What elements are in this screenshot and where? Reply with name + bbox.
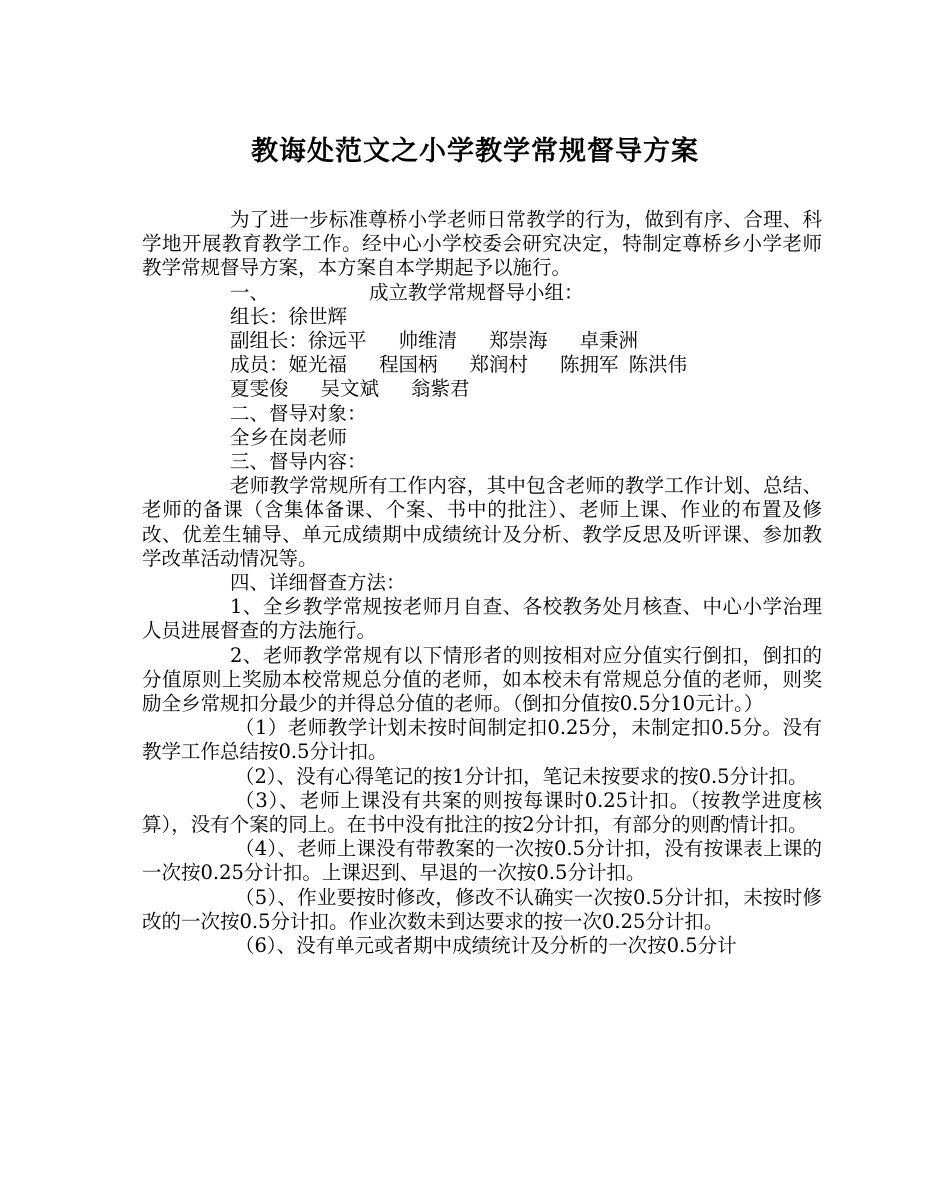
section-1-heading: [142, 281, 822, 305]
member-name-1: 成员：姬光福: [230, 353, 348, 377]
item-4-paragraph: （4）、老师上课没有带教案的一次按0.5分计扣，没有按课表上课的一次按0.25分计扣。上课迟到、早退的一次按0.5分计扣。: [142, 837, 822, 885]
members-line: [142, 353, 822, 377]
section-2-heading: 二、督导对象：: [230, 401, 367, 425]
deputy-name-1: 副组长：徐远平: [230, 329, 367, 353]
intro-paragraph: 为了进一步标准尊桥小学老师日常教学的行为，做到有序、合理、科学地开展教育教学工作。经中心小学校委会研究决定，特制定尊桥乡小学老师教学常规督导方案，本方案自本学期起予以施行。: [142, 208, 822, 280]
method-2-paragraph: 2、老师教学常规有以下情形者的则按相对应分值实行倒扣，倒扣的分值原则上奖励本校常规总分值的老师，如本校未有常规总分值的老师，则奖励全乡常规扣分最少的并得总分值的老师。（倒扣分值按0.5分10元计。）: [142, 643, 822, 716]
section-4-heading: 四、详细督查方法：: [230, 571, 406, 595]
document-body: [142, 208, 822, 958]
method-1-paragraph: 1、全乡教学常规按老师月自查、各校教务处月核查、中心小学治理人员进展督查的方法施行。: [142, 595, 822, 643]
section-1-text: 成立教学常规督导小组：: [369, 280, 584, 304]
member-name-8: 翁紫君: [411, 377, 470, 401]
member-name-6: 夏雯俊: [230, 377, 289, 401]
item-5-paragraph: （5）、作业要按时修改，修改不认确实一次按0.5分计扣，未按时修改的一次按0.5分计扣。作业次数未到达要求的按一次0.25分计扣。: [142, 885, 822, 933]
item-1-paragraph: （1）老师教学计划未按时间制定扣0.25分，未制定扣0.5分。没有教学工作总结按0.5分计扣。: [142, 716, 822, 764]
section-2-text: 全乡在岗老师: [230, 425, 348, 449]
section-1-number: 一、: [230, 280, 270, 304]
document-title: 教诲处范文之小学教学常规督导方案: [251, 136, 699, 167]
member-name-4: 陈拥军: [560, 353, 619, 377]
deputy-name-2: 帅维清: [398, 329, 458, 353]
member-name-5: 陈洪伟: [628, 353, 688, 377]
member-name-3: 郑润村: [469, 353, 529, 377]
member-name-2: 程国柄: [379, 353, 438, 377]
members-line-2: [142, 377, 822, 401]
item-6-paragraph: （6）、没有单元或者期中成绩统计及分析的一次按0.5分计: [235, 934, 737, 958]
member-name-7: 吴文斌: [320, 377, 380, 401]
deputy-line: [142, 329, 822, 353]
deputy-name-4: 卓秉洲: [579, 329, 639, 353]
section-3-paragraph: 老师教学常规所有工作内容，其中包含老师的教学工作计划、总结、老师的备课（含集体备课、个案、书中的批注）、老师上课、作业的布置及修改、优差生辅导、单元成绩期中成绩统计及分析、教学反思及听评课、参加教学改革活动情况等。: [142, 474, 822, 570]
deputy-name-3: 郑崇海: [489, 329, 548, 353]
item-3-paragraph: （3）、老师上课没有共案的则按每课时0.25计扣。（按教学进度核算），没有个案的同上。在书中没有批注的按2分计扣，有部分的则酌情计扣。: [142, 788, 822, 837]
section-3-heading: 三、督导内容：: [230, 450, 367, 474]
leader-line: 组长：徐世辉: [230, 304, 348, 328]
item-2-paragraph: （2）、没有心得笔记的按1分计扣，笔记未按要求的按0.5分计扣。: [235, 764, 808, 788]
